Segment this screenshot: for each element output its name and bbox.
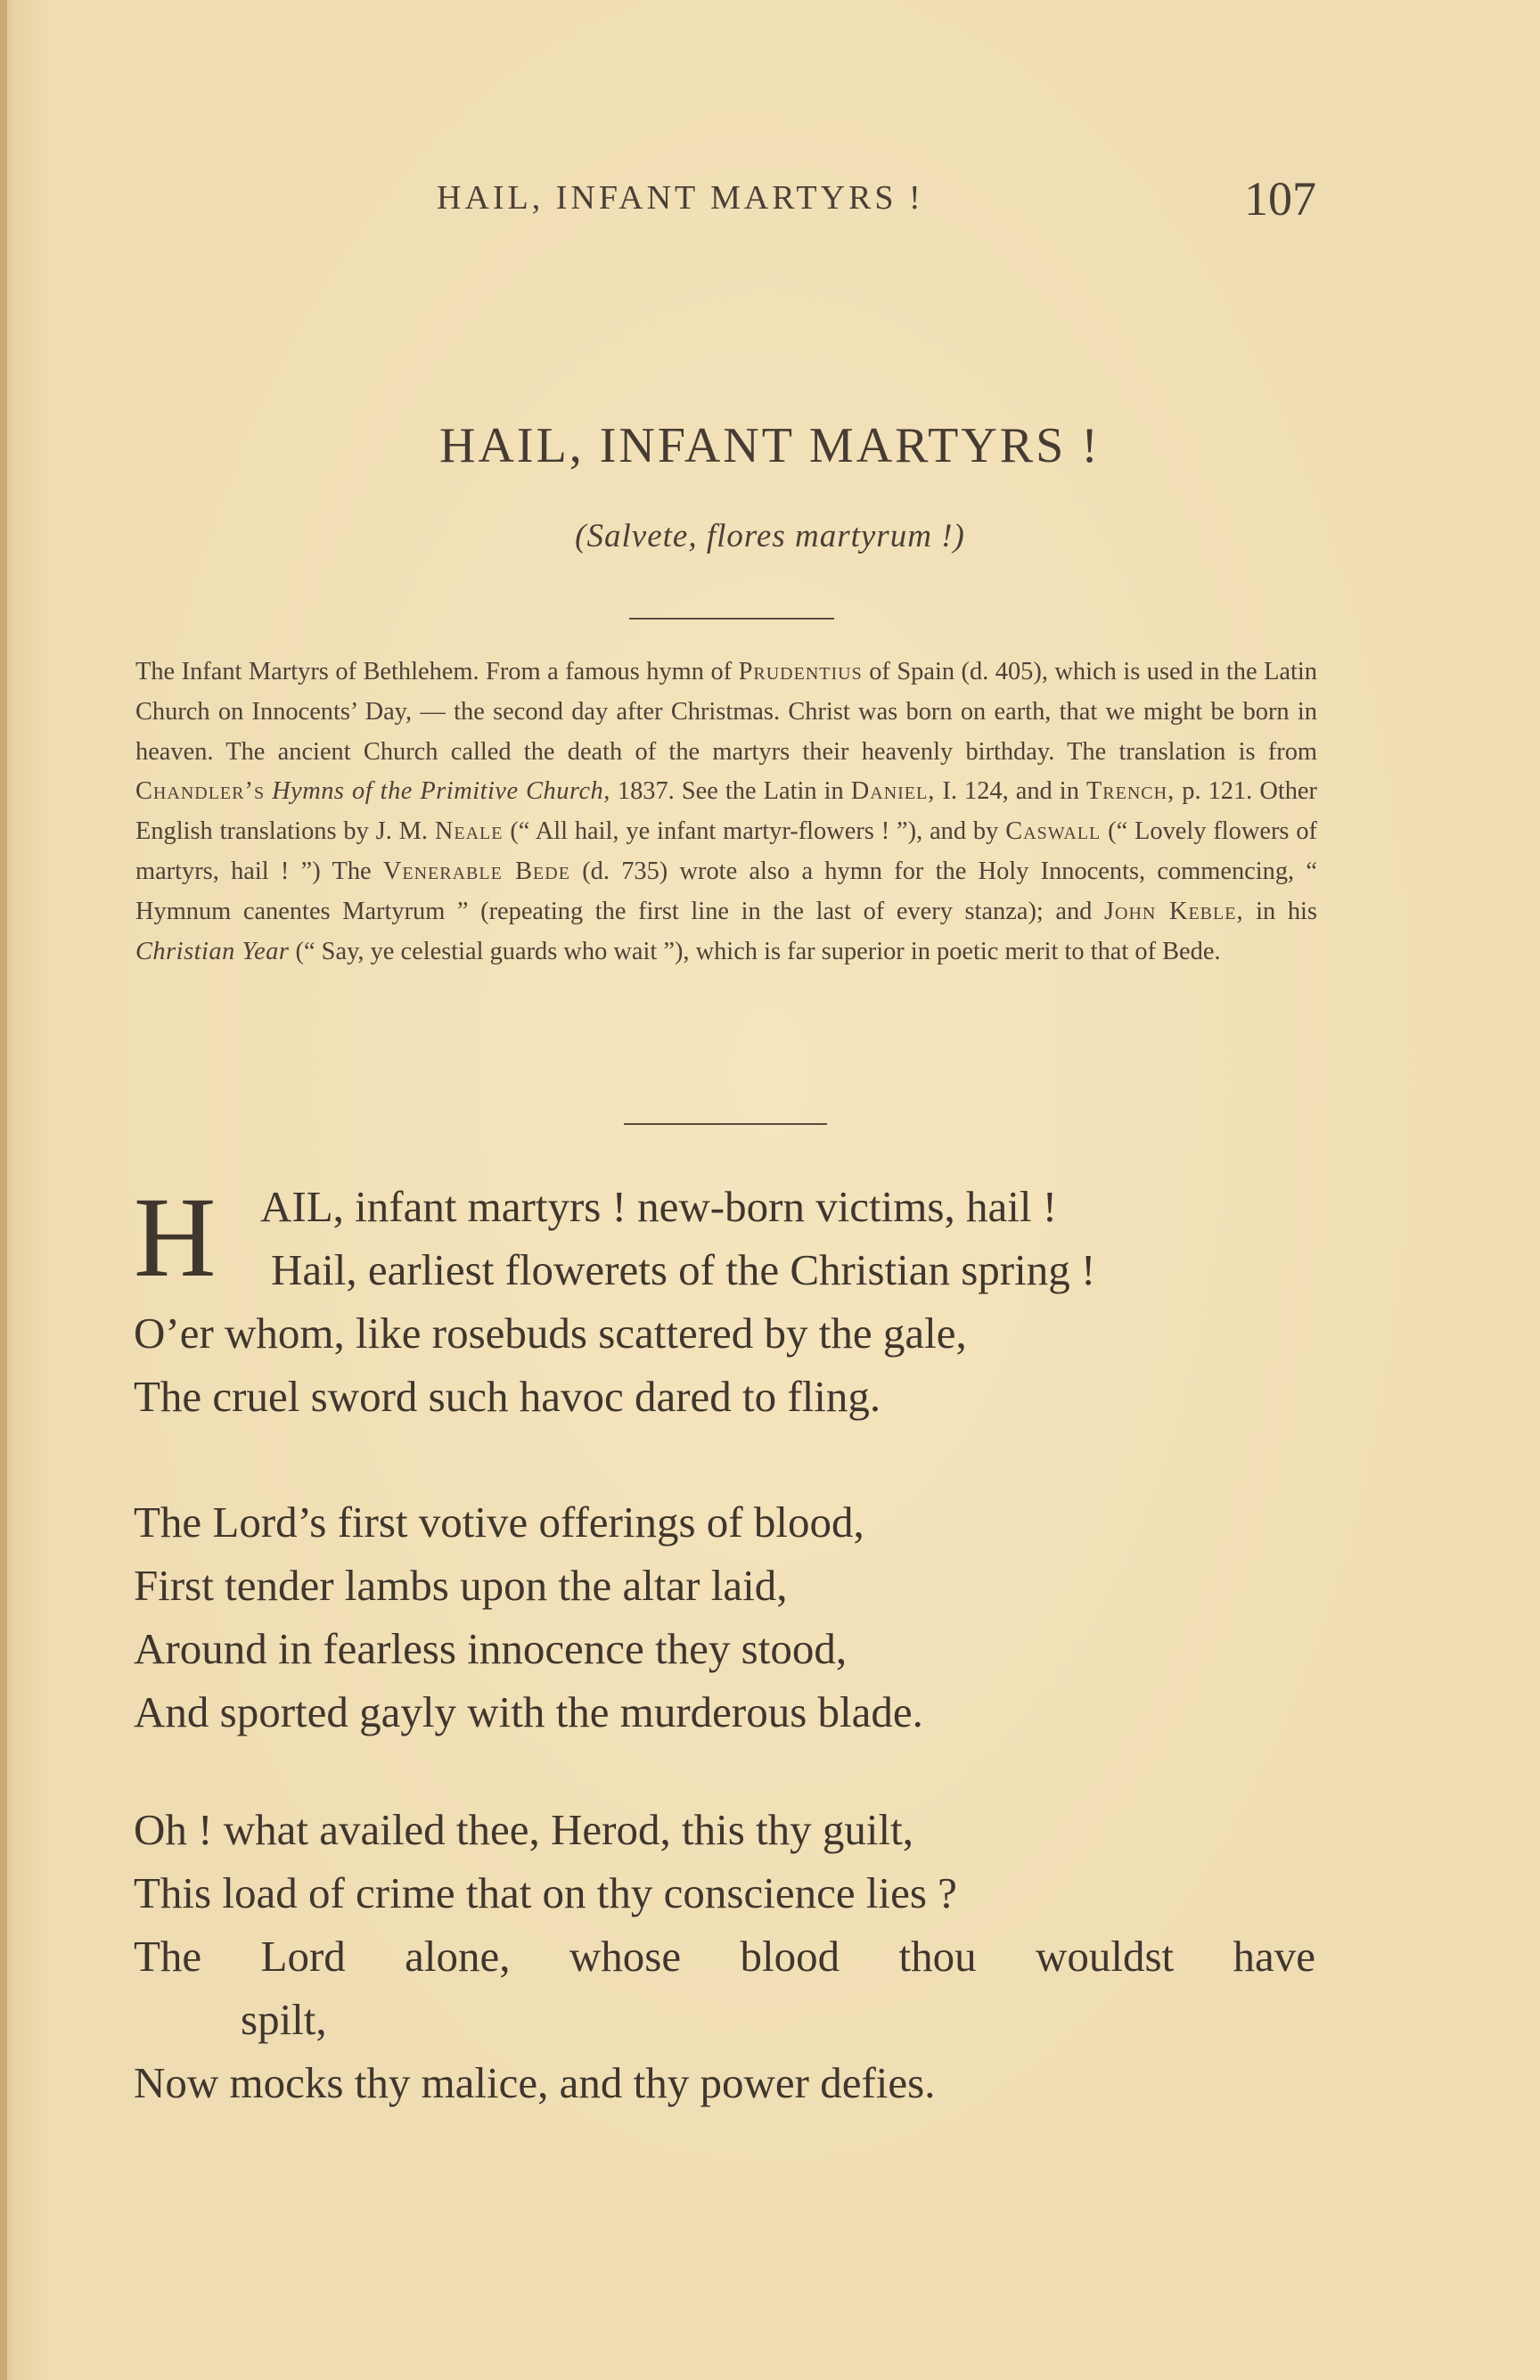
verse-line: The Lord alone, whose blood thou wouldst have [134, 1932, 1315, 1981]
title-divider [629, 618, 834, 620]
author-name: Venerable Bede [382, 857, 570, 885]
author-name: John Keble, [1103, 897, 1244, 925]
poem-title: HAIL, INFANT MARTYRS ! [439, 418, 1101, 473]
stanza-1 [134, 1175, 1346, 1428]
author-name: Neale [434, 817, 504, 846]
author-name: Trench, [1085, 777, 1175, 806]
verse-line: And sported gayly with the murderous blade. [134, 1687, 923, 1736]
stanza-2 [134, 1490, 1346, 1744]
verse-line: Around in fearless innocence they stood, [134, 1624, 848, 1673]
running-head-title: HAIL, INFANT MARTYRS ! [437, 179, 924, 217]
verse-line: O’er whom, like rosebuds scattered by the gale, [134, 1309, 967, 1358]
verse-line: The Lord’s first votive offerings of blood, [134, 1498, 864, 1547]
verse-line: Hail, earliest flowerets of the Christian spring ! [271, 1245, 1096, 1294]
verse-line: First tender lambs upon the altar laid, [134, 1561, 788, 1610]
verse-line: Oh ! what availed thee, Herod, this thy guilt, [134, 1805, 913, 1854]
book-title: Hymns of the Primitive Church, [272, 777, 610, 806]
verse-line: AIL, infant martyrs ! new-born victims, hail ! [260, 1182, 1058, 1231]
intro-note: The Infant Martyrs of Bethlehem. From a famous hymn of Prudentius of Spain (d. 405), which is used in the Latin Church on Innocents’ Day, — the second day after Christmas. Christ was born on earth, that we might be born in heaven. The ancient Church called the death of the martyrs their heavenly birthday. The translation is from Chandler’s Hymns of the Primitive Church, 1837. See the Latin in Daniel, I. 124, and in Trench, p. 121. Other English translations by J. M. Neale (“ All hail, ye infant martyr-flowers ! ”), and by Caswall (“ Lovely flowers of martyrs, hail ! ”) The Venerable Bede (d. 735) wrote also a hymn for the Holy Innocents, commencing, “ Hymnum canentes Martyrum ” (repeating the first line in the last of every stanza); and John Keble, in his Christian Year (“ Say, ye celestial guards who wait ”), which is far superior in poetic merit to that of Bede. [135, 658, 1317, 965]
author-name: Prudentius [738, 658, 863, 685]
verse-line: This load of crime that on thy conscience lies ? [134, 1868, 957, 1917]
drop-cap: H [134, 1174, 217, 1301]
author-name: Daniel, [850, 777, 936, 806]
stanza-3 [134, 1798, 1346, 2114]
verse-line-continuation: spilt, [241, 1995, 327, 2044]
author-name: Caswall [1005, 817, 1102, 846]
intro-divider [624, 1123, 827, 1125]
verse-line: The cruel sword such havoc dared to fling. [134, 1372, 881, 1421]
book-title: Christian Year [135, 937, 290, 965]
page-number: 107 [1244, 172, 1316, 226]
verse-line: Now mocks thy malice, and thy power defies. [134, 2058, 936, 2107]
book-spine-edge [0, 0, 7, 2380]
author-name: Chandler’s [135, 777, 266, 806]
latin-subtitle: (Salvete, flores martyrum !) [575, 518, 965, 554]
